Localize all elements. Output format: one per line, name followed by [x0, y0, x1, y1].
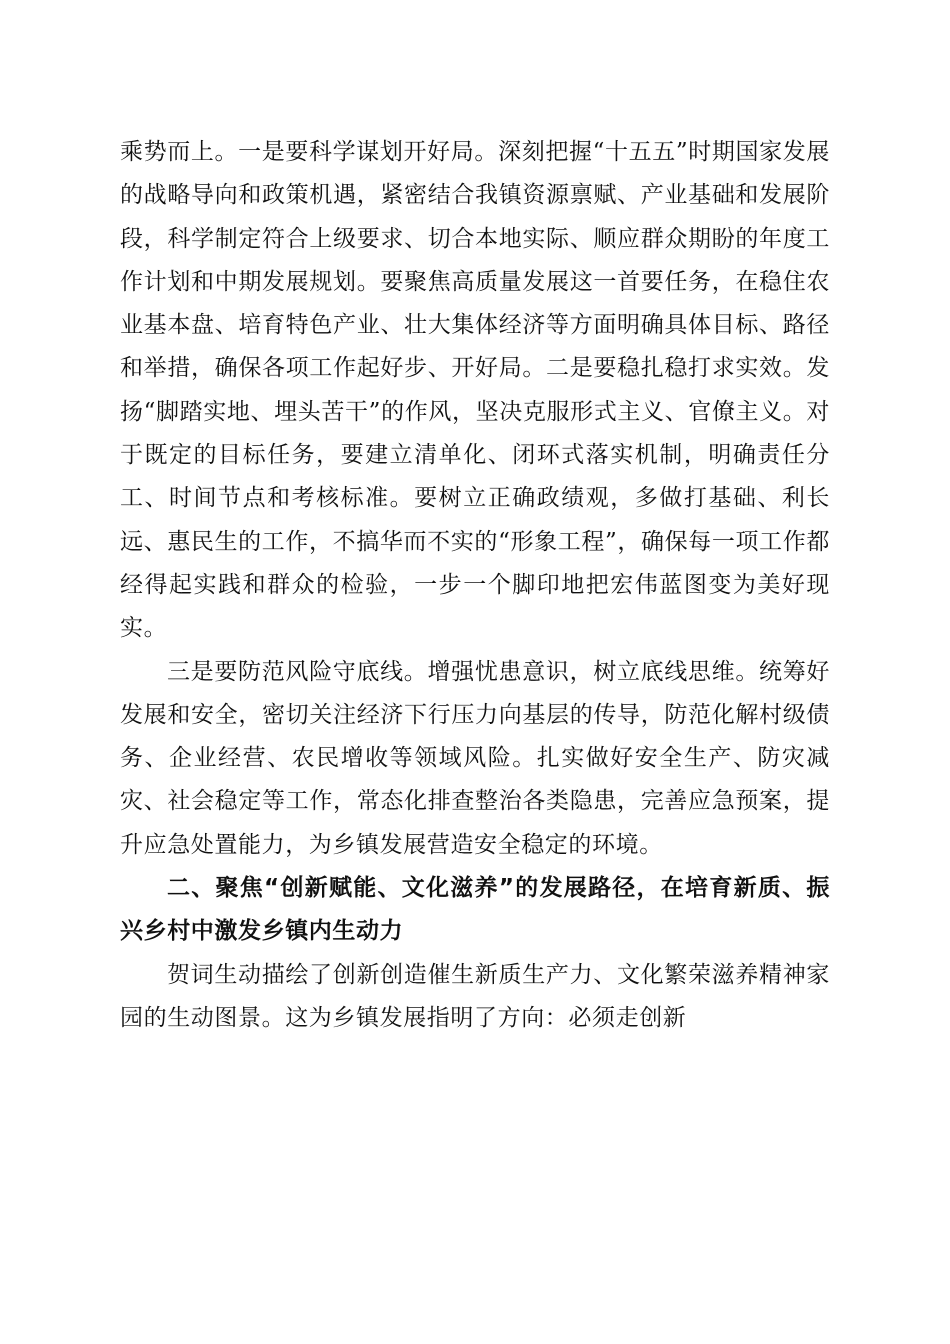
section-heading: 二、聚焦“创新赋能、文化滋养”的发展路径，在培育新质、振兴乡村中激发乡镇内生动力	[120, 875, 830, 945]
body-paragraph: 三是要防范风险守底线。增强忧患意识，树立底线思维。统筹好发展和安全，密切关注经济下行压力向基层的传导，防范化解村级债务、企业经营、农民增收等领域风险。扎实做好安全生产、防灾减灾、社会稳定等工作，常态化排查整治各类隐患，完善应急预案，提升应急处置能力，为乡镇发展营造安全稳定的环境。	[120, 658, 830, 858]
body-paragraph: 乘势而上。一是要科学谋划开好局。深刻把握“十五五”时期国家发展的战略导向和政策机遇，紧密结合我镇资源禀赋、产业基础和发展阶段，科学制定符合上级要求、切合本地实际、顺应群众期盼的年度工作计划和中期发展规划。要聚焦高质量发展这一首要任务，在稳住农业基本盘、培育特色产业、壮大集体经济等方面明确具体目标、路径和举措，确保各项工作起好步、开好局。二是要稳扎稳打求实效。发扬“脚踏实地、埋头苦干”的作风，坚决克服形式主义、官僚主义。对于既定的目标任务，要建立清单化、闭环式落实机制，明确责任分工、时间节点和考核标准。要树立正确政绩观，多做打基础、利长远、惠民生的工作，不搞华而不实的“形象工程”，确保每一项工作都经得起实践和群众的检验，一步一个脚印地把宏伟蓝图变为美好现实。	[120, 139, 830, 642]
body-paragraph: 贺词生动描绘了创新创造催生新质生产力、文化繁荣滋养精神家园的生动图景。这为乡镇发展指明了方向：必须走创新	[120, 961, 830, 1031]
document-page	[120, 131, 830, 1040]
